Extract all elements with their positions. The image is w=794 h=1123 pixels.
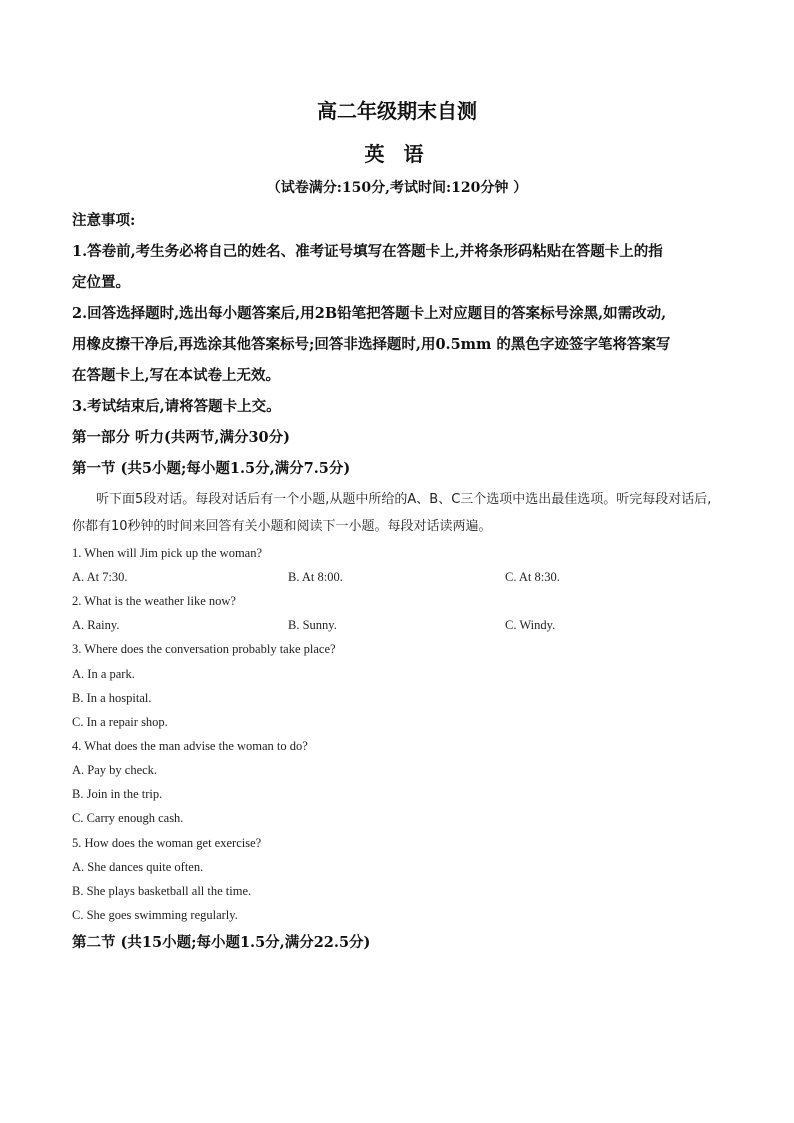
question-4-option-b: B. Join in the trip. [72, 787, 163, 801]
question-4-option-c: C. Carry enough cash. [72, 811, 184, 825]
part1-heading: 第一部分 听力(共两节,满分30分) [72, 429, 290, 446]
section2-heading: 第二节 (共15小题;每小题1.5分,满分22.5分) [72, 934, 371, 951]
question-2-option-b: B. Sunny. [288, 618, 337, 632]
note-item-1-line-1: 1.答卷前,考生务必将自己的姓名、准考证号填写在答题卡上,并将条形码粘贴在答题卡上的指 [72, 243, 663, 260]
note-item-1-line-2: 定位置。 [72, 274, 130, 291]
question-5-stem: 5. How does the woman get exercise? [72, 836, 262, 850]
notes-heading: 注意事项: [72, 212, 136, 229]
question-2-options [72, 616, 724, 634]
note-item-2-line-2: 用橡皮擦干净后,再选涂其他答案标号;回答非选择题时,用0.5mm 的黑色字迹签字笔将答案写 [72, 336, 671, 353]
section1-instructions: 听下面5段对话。每段对话后有一个小题,从题中所给的A、B、C三个选项中选出最佳选项。听完每段对话后,你都有10秒钟的时间来回答有关小题和阅读下一小题。每段对话读两遍。 [72, 492, 712, 534]
question-1-option-b: B. At 8:00. [288, 570, 343, 584]
question-2-option-a: A. Rainy. [72, 618, 120, 632]
question-5-option-b: B. She plays basketball all the time. [72, 884, 252, 898]
question-1-stem: 1. When will Jim pick up the woman? [72, 546, 263, 560]
exam-info: （试卷满分:150分,考试时间:120分钟 ） [266, 180, 528, 196]
question-4-option-a: A. Pay by check. [72, 763, 158, 777]
note-item-3: 3.考试结束后,请将答题卡上交。 [72, 398, 281, 415]
question-1-options [72, 568, 724, 586]
question-3-option-c: C. In a repair shop. [72, 715, 168, 729]
section1-heading: 第一节 (共5小题;每小题1.5分,满分7.5分) [72, 460, 351, 477]
note-item-2-line-3: 在答题卡上,写在本试卷上无效。 [72, 367, 281, 384]
exam-subject: 英 语 [364, 142, 430, 166]
question-3-option-b: B. In a hospital. [72, 691, 152, 705]
question-2-stem: 2. What is the weather like now? [72, 594, 236, 608]
question-3-option-a: A. In a park. [72, 667, 135, 681]
question-1-option-c: C. At 8:30. [505, 570, 560, 584]
question-4-stem: 4. What does the man advise the woman to do? [72, 739, 308, 753]
question-5-option-a: A. She dances quite often. [72, 860, 204, 874]
exam-title: 高二年级期末自测 [317, 99, 477, 123]
question-5-option-c: C. She goes swimming regularly. [72, 908, 238, 922]
question-2-option-c: C. Windy. [505, 618, 556, 632]
note-item-2-line-1: 2.回答选择题时,选出每小题答案后,用2B铅笔把答题卡上对应题目的答案标号涂黑,如需改动, [72, 305, 667, 322]
question-3-stem: 3. Where does the conversation probably take place? [72, 642, 336, 656]
question-1-option-a: A. At 7:30. [72, 570, 128, 584]
